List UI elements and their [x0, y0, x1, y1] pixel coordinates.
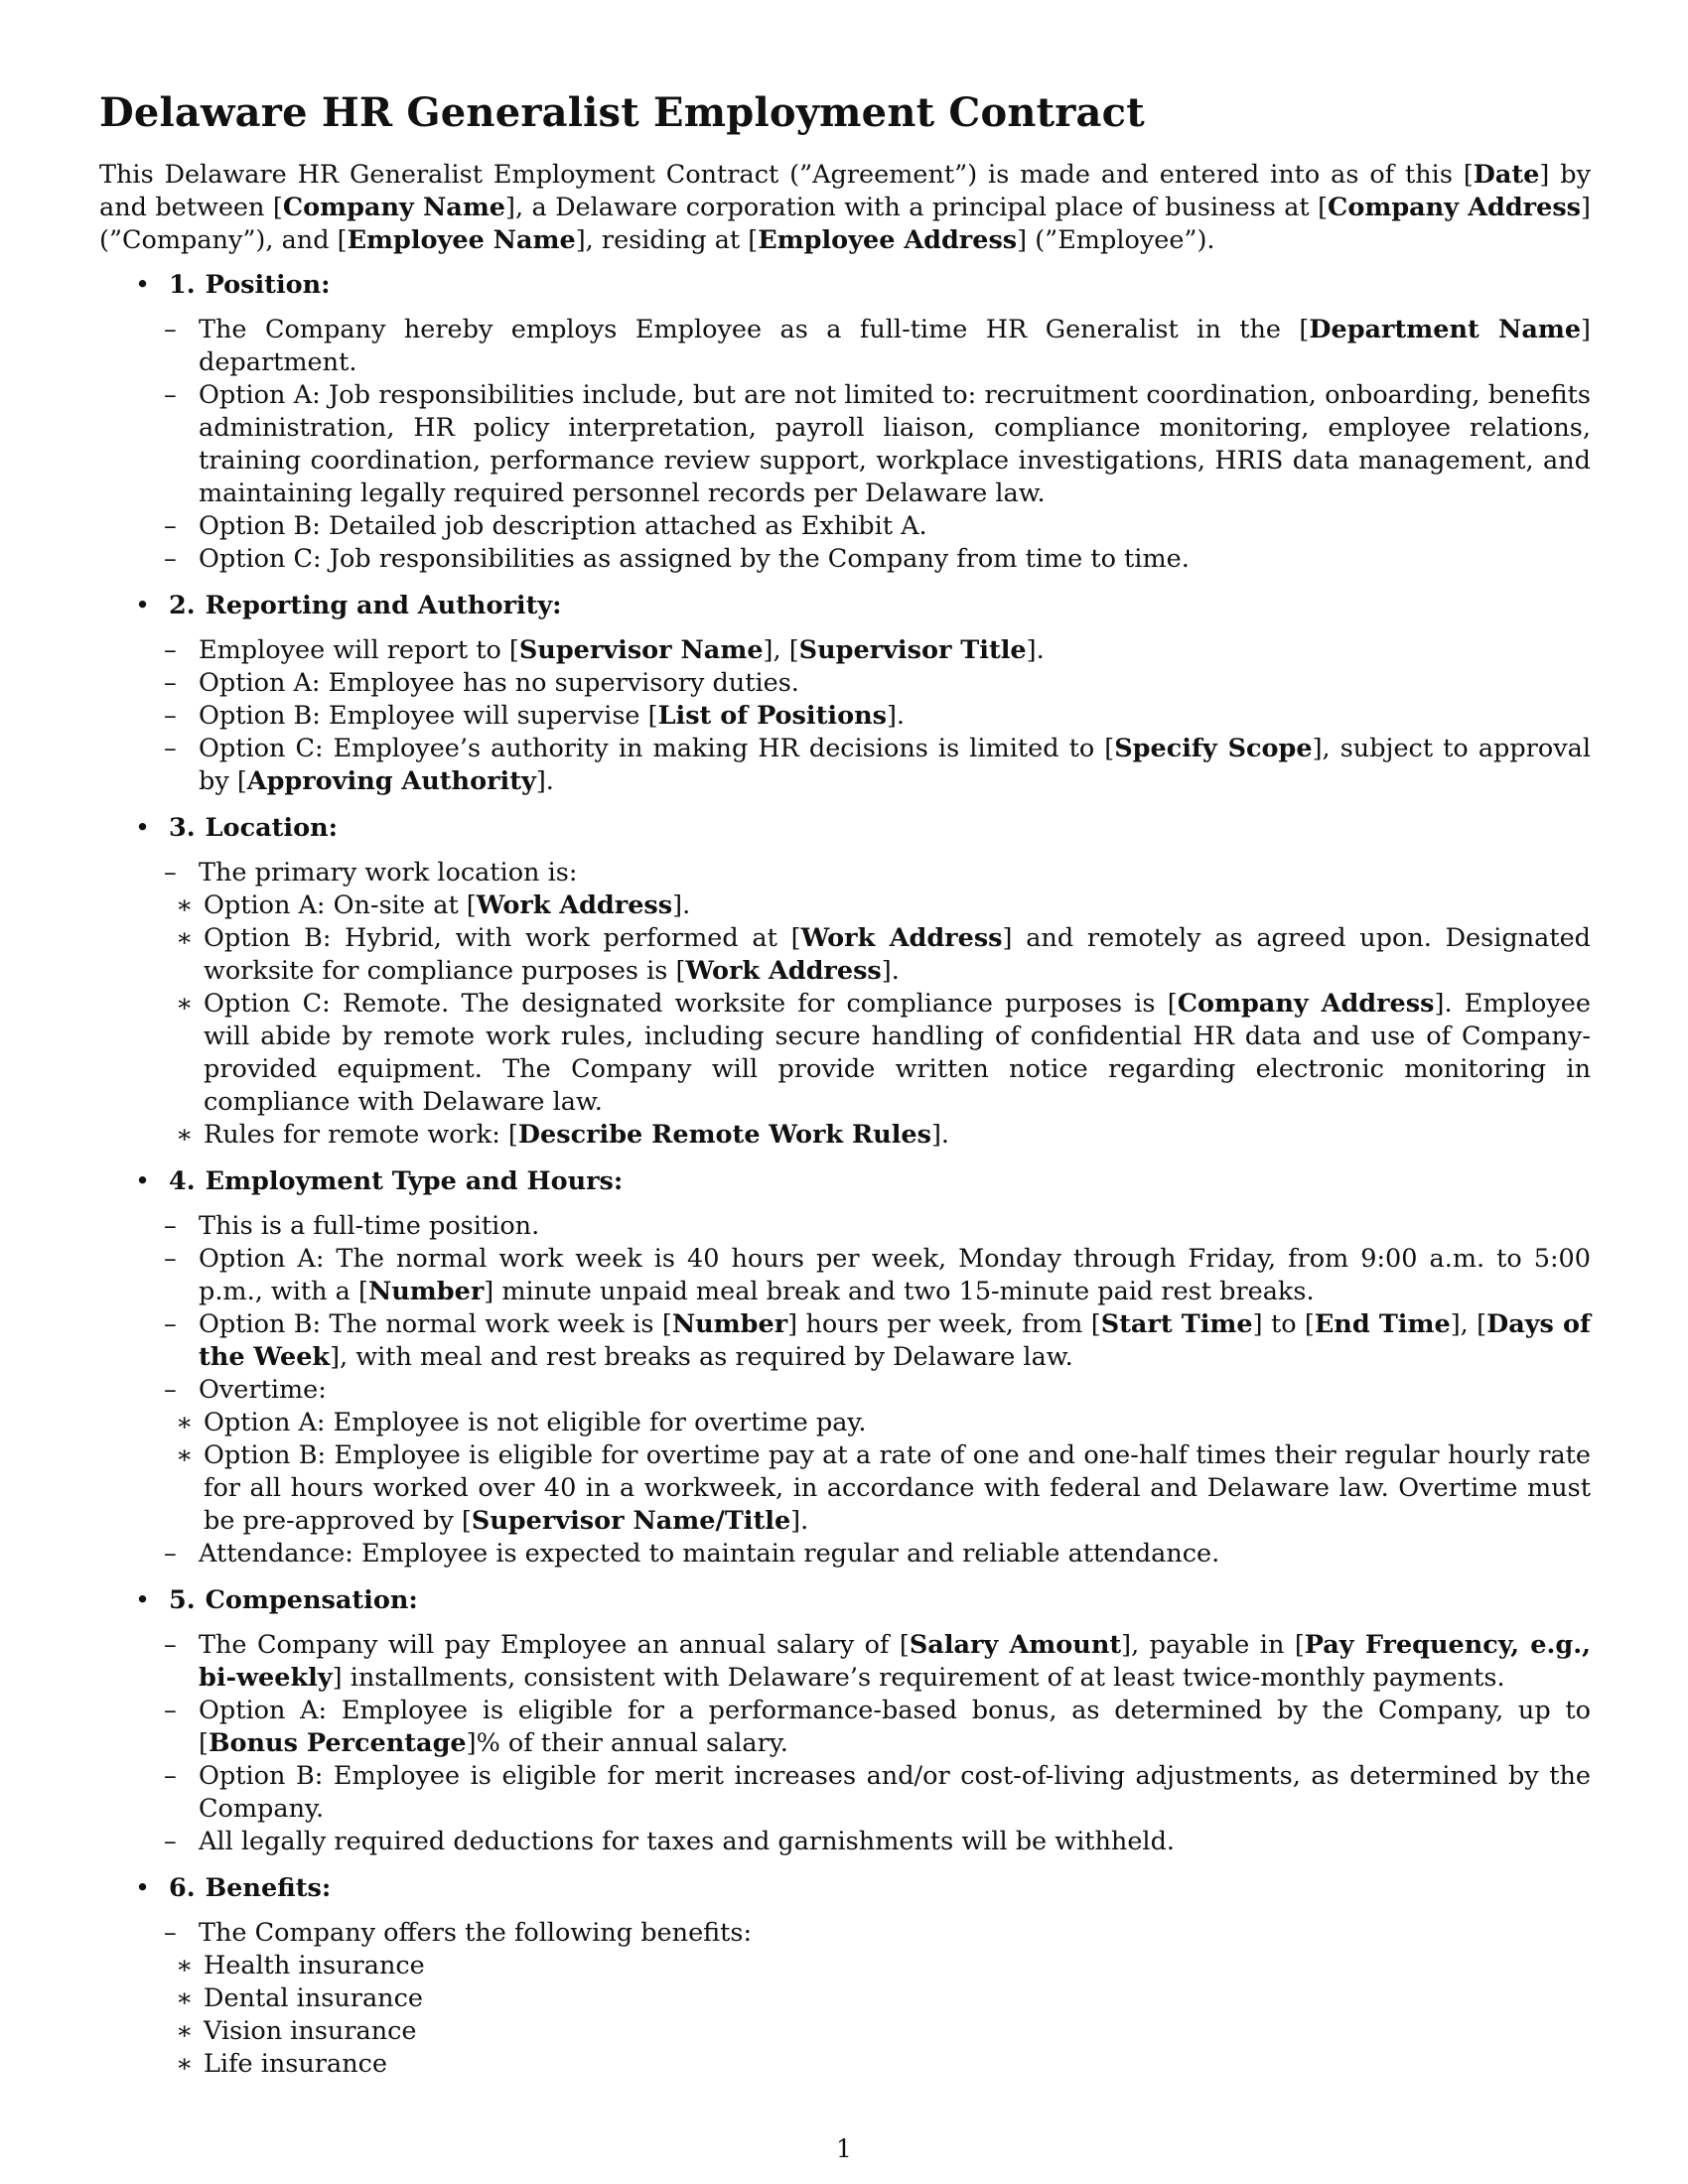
item-text: Option B: Detailed job description attached as Exhibit A.	[199, 511, 927, 541]
item-text: Health insurance	[204, 1951, 425, 1980]
item-text: Employee will report to [	[199, 635, 519, 665]
section-title: Position:	[205, 270, 331, 300]
section-items	[164, 857, 1591, 1152]
item-text: The primary work location is:	[199, 858, 578, 887]
bullet-icon: •	[135, 1585, 151, 1615]
bullet-icon: •	[135, 813, 151, 843]
item-text: Vision insurance	[204, 2016, 417, 2046]
section-title: Reporting and Authority:	[205, 591, 562, 620]
list-item	[139, 1695, 1591, 1760]
item-text: The Company offers the following benefits:	[199, 1918, 753, 1948]
item-text: Option A: On-site at [	[204, 890, 477, 920]
placeholder-field: Describe Remote Work Rules	[517, 1120, 931, 1150]
section-heading	[169, 1165, 1591, 1198]
item-text: ].	[881, 956, 900, 986]
dash-icon: –	[164, 858, 177, 887]
asterisk-icon: ∗	[176, 1983, 194, 2013]
intro-text: ] (”Employee”).	[1017, 225, 1215, 255]
section-items	[164, 1210, 1592, 1570]
section-compensation	[99, 1584, 1591, 1858]
item-text: Option A: Employee is not eligible for overtime pay.	[204, 1408, 867, 1437]
dash-icon: –	[164, 1211, 177, 1241]
item-text: ].	[886, 701, 906, 731]
item-text: ].	[790, 1506, 809, 1536]
section-location	[99, 812, 1591, 1152]
section-items	[164, 1917, 1591, 2081]
dash-icon: –	[164, 1918, 177, 1948]
list-item	[139, 1210, 1591, 1243]
dash-icon: –	[164, 1696, 177, 1725]
dash-icon: –	[164, 1375, 177, 1405]
list-item	[139, 634, 1591, 667]
placeholder-field: List of Positions	[657, 701, 887, 731]
page-number: 1	[836, 2134, 852, 2163]
item-text: Option A: Employee is eligible for a performance-based bonus, as determined by the Company, up to [	[199, 1696, 1591, 1758]
item-text: The Company hereby employs Employee as a full-time HR Generalist in the [	[199, 315, 1310, 344]
asterisk-icon: ∗	[176, 1408, 194, 1437]
placeholder-field: Supervisor Name	[518, 635, 764, 665]
bullet-icon: •	[135, 270, 151, 300]
section-heading	[169, 590, 1591, 622]
asterisk-icon: ∗	[176, 2049, 194, 2079]
section-heading	[169, 812, 1591, 845]
nested-item	[154, 1119, 1591, 1152]
company-address-placeholder: Company Address	[1328, 193, 1582, 222]
dash-icon: –	[164, 1309, 177, 1339]
item-text: ].	[1026, 635, 1045, 665]
list-item	[139, 857, 1591, 1152]
nested-item	[154, 988, 1591, 1119]
section-items	[164, 314, 1591, 576]
placeholder-field: Number	[671, 1309, 788, 1339]
item-text: This is a full-time position.	[199, 1211, 540, 1241]
dash-icon: –	[164, 315, 177, 344]
section-benefits	[99, 1872, 1591, 2081]
nested-item	[154, 922, 1591, 988]
section-number: 1.	[169, 270, 196, 300]
item-text: ], [	[1450, 1309, 1487, 1339]
dash-icon: –	[164, 1539, 177, 1569]
list-item	[139, 510, 1591, 543]
section-employment-type	[99, 1165, 1591, 1570]
intro-text: ] by and between [	[99, 160, 1591, 222]
list-item	[139, 314, 1591, 379]
asterisk-icon: ∗	[176, 890, 194, 920]
asterisk-icon: ∗	[176, 1440, 194, 1470]
nested-item	[154, 1439, 1591, 1538]
document-title: Delaware HR Generalist Employment Contract	[99, 89, 1145, 136]
placeholder-field: Supervisor Name/Title	[471, 1506, 791, 1536]
section-reporting	[99, 590, 1591, 798]
company-name-placeholder: Company Name	[282, 193, 506, 222]
asterisk-icon: ∗	[176, 989, 194, 1019]
list-item	[139, 1826, 1591, 1858]
item-text: ]% of their annual salary.	[466, 1728, 788, 1758]
section-number: 3.	[169, 813, 196, 843]
asterisk-icon: ∗	[176, 923, 194, 953]
dash-icon: –	[164, 511, 177, 541]
placeholder-field: Work Address	[476, 890, 673, 920]
item-text: ] hours per week, from [	[787, 1309, 1101, 1339]
dash-icon: –	[164, 635, 177, 665]
bullet-icon: •	[135, 591, 151, 620]
nested-list	[176, 1950, 1591, 2081]
nested-list	[176, 1407, 1591, 1538]
placeholder-field: Salary Amount	[909, 1630, 1122, 1660]
placeholder-field: Work Address	[685, 956, 882, 986]
nested-item	[154, 1407, 1591, 1439]
asterisk-icon: ∗	[176, 1120, 194, 1150]
placeholder-field: Days of the Week	[199, 1309, 1592, 1372]
dash-icon: –	[164, 544, 177, 574]
section-number: 4.	[169, 1166, 196, 1196]
intro-text: ], residing at [	[575, 225, 759, 255]
item-text: ] installments, consistent with Delaware’s requirement of at least twice-monthly payments.	[332, 1663, 1505, 1693]
item-text: Option C: Remote. The designated worksite for compliance purposes is [	[204, 989, 1178, 1019]
item-text: Option B: The normal work week is [	[199, 1309, 672, 1339]
item-text: ].	[535, 766, 554, 796]
nested-list	[176, 889, 1591, 1152]
placeholder-field: Bonus Percentage	[208, 1728, 467, 1758]
item-text: Option B: Employee will supervise [	[199, 701, 658, 731]
dash-icon: –	[164, 1761, 177, 1791]
list-item	[139, 1629, 1591, 1695]
dash-icon: –	[164, 668, 177, 698]
placeholder-field: Start Time	[1100, 1309, 1253, 1339]
dash-icon: –	[164, 734, 177, 763]
section-title: Employment Type and Hours:	[205, 1166, 624, 1196]
item-text: ], with meal and rest breaks as required by Delaware law.	[330, 1342, 1073, 1372]
section-list	[99, 269, 1591, 2081]
employee-address-placeholder: Employee Address	[758, 225, 1018, 255]
section-number: 2.	[169, 591, 196, 620]
item-text: ] and remotely as agreed upon. Designated worksite for compliance purposes is [	[204, 923, 1591, 986]
item-text: ], payable in [	[1121, 1630, 1305, 1660]
nested-item	[154, 889, 1591, 922]
placeholder-field: Pay Frequency, e.g., bi-weekly	[199, 1630, 1591, 1693]
list-item	[139, 1243, 1591, 1308]
section-position	[99, 269, 1591, 576]
intro-text: ] (”Company”), and [	[99, 193, 1591, 255]
item-text: ], subject to approval by [	[199, 734, 1591, 796]
intro-text: ], a Delaware corporation with a principal place of business at [	[505, 193, 1329, 222]
list-item	[139, 543, 1591, 576]
list-item	[139, 1917, 1591, 2081]
list-item	[139, 1760, 1591, 1826]
placeholder-field: Specify Scope	[1114, 734, 1313, 763]
list-item	[139, 667, 1591, 700]
item-text: Option A: The normal work week is 40 hours per week, Monday through Friday, from 9:00 a.m. to 5:00 p.m., with a [	[199, 1244, 1591, 1306]
list-item	[139, 379, 1591, 510]
document-body	[99, 79, 1591, 2095]
item-text: ].	[930, 1120, 950, 1150]
placeholder-field: End Time	[1314, 1309, 1451, 1339]
placeholder-field: Approving Authority	[246, 766, 536, 796]
placeholder-field: Department Name	[1309, 315, 1582, 344]
section-title: Benefits:	[205, 1873, 332, 1903]
section-title: Location:	[205, 813, 339, 843]
dash-icon: –	[164, 1630, 177, 1660]
section-heading	[169, 269, 1591, 302]
item-text: ].	[672, 890, 691, 920]
nested-item	[154, 1982, 1591, 2015]
item-text: ], [	[763, 635, 799, 665]
placeholder-field: Supervisor Title	[798, 635, 1027, 665]
dash-icon: –	[164, 1827, 177, 1856]
employee-name-placeholder: Employee Name	[347, 225, 576, 255]
item-text: Option C: Employee’s authority in making HR decisions is limited to [	[199, 734, 1115, 763]
dash-icon: –	[164, 1244, 177, 1274]
item-text: ] minute unpaid meal break and two 15-minute paid rest breaks.	[484, 1277, 1315, 1306]
item-text: Attendance: Employee is expected to maintain regular and reliable attendance.	[199, 1539, 1220, 1569]
bullet-icon: •	[135, 1166, 151, 1196]
dash-icon: –	[164, 380, 177, 410]
intro-paragraph	[99, 159, 1591, 257]
placeholder-field: Work Address	[800, 923, 1003, 953]
nested-item	[154, 2048, 1591, 2081]
item-text: Life insurance	[204, 2049, 387, 2079]
item-text: Option B: Employee is eligible for merit increases and/or cost-of-living adjustments, as determined by the Company.	[199, 1761, 1591, 1824]
section-number: 5.	[169, 1585, 196, 1615]
list-item	[139, 700, 1591, 733]
item-text: Option B: Hybrid, with work performed at [	[204, 923, 801, 953]
asterisk-icon: ∗	[176, 1951, 194, 1980]
item-text: Dental insurance	[204, 1983, 423, 2013]
section-heading	[169, 1872, 1591, 1905]
item-text: The Company will pay Employee an annual salary of [	[199, 1630, 910, 1660]
list-item	[139, 1538, 1591, 1570]
list-item	[139, 1374, 1591, 1538]
list-item	[139, 733, 1591, 798]
item-text: Overtime:	[199, 1375, 327, 1405]
item-text: Option C: Job responsibilities as assigned by the Company from time to time.	[199, 544, 1190, 574]
asterisk-icon: ∗	[176, 2016, 194, 2046]
nested-item	[154, 2015, 1591, 2048]
section-number: 6.	[169, 1873, 196, 1903]
item-text: Rules for remote work: [	[204, 1120, 518, 1150]
section-title: Compensation:	[205, 1585, 418, 1615]
section-heading	[169, 1584, 1591, 1617]
nested-item	[154, 1950, 1591, 1982]
item-text: ] department.	[199, 315, 1591, 377]
item-text: All legally required deductions for taxes and garnishments will be withheld.	[199, 1827, 1175, 1856]
intro-text: This Delaware HR Generalist Employment Contract (”Agreement”) is made and entered into as of this [	[99, 160, 1474, 190]
item-text: ] to [	[1252, 1309, 1315, 1339]
section-items	[164, 634, 1591, 798]
section-items	[164, 1629, 1591, 1858]
placeholder-field: Company Address	[1177, 989, 1435, 1019]
placeholder-field: Number	[367, 1277, 485, 1306]
item-text: Option B: Employee is eligible for overtime pay at a rate of one and one-half times their regular hourly rate for all hours worked over 40 in a workweek, in accordance with federal and Delaware law. Overtime must be pre-approved by [	[204, 1440, 1591, 1536]
dash-icon: –	[164, 701, 177, 731]
item-text: Option A: Job responsibilities include, but are not limited to: recruitment coordination, onboarding, benefits administration, HR policy interpretation, payroll liaison, compliance monitoring, employee relations, training coordination, performance review support, workplace investigations, HRIS data management, and maintaining legally required personnel records per Delaware law.	[199, 380, 1591, 508]
list-item	[139, 1308, 1591, 1374]
date-placeholder: Date	[1473, 160, 1540, 190]
item-text: Option A: Employee has no supervisory duties.	[199, 668, 799, 698]
bullet-icon: •	[135, 1873, 151, 1903]
item-text: ]. Employee will abide by remote work rules, including secure handling of confidential HR data and use of Company-provided equipment. The Company will provide written notice regarding electronic monitoring in compliance with Delaware law.	[204, 989, 1591, 1117]
